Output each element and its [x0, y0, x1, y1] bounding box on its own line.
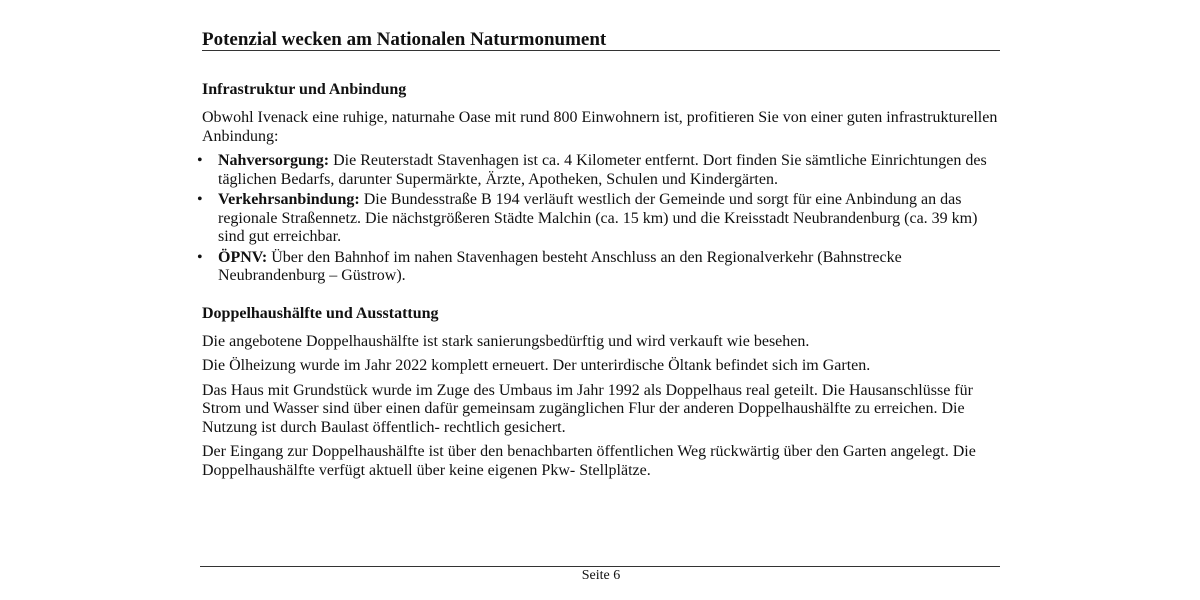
list-item-lead: ÖPNV:: [218, 248, 268, 266]
bullet-glyph: •: [197, 152, 203, 169]
section-heading-infrastructure: Infrastruktur und Anbindung: [202, 81, 407, 98]
doppelhaus-paragraph-3: Das Haus mit Grundstück wurde im Zuge des Umbaus im Jahr 1992 als Doppelhaus real geteilt. Die Hausanschlüsse für Strom und Wasser sind über einen dafür gemeinsam zugänglichen Flur der anderen Doppelhaushälfte zu erreichen. Die Nutzung ist durch Baulast öffentlich- rechtlich gesichert.: [202, 381, 973, 436]
doppelhaus-paragraph-1: Die angebotene Doppelhaushälfte ist stark sanierungsbedürftig und wird verkauft wie besehen.: [202, 332, 810, 350]
list-item-text: Über den Bahnhof im nahen Stavenhagen besteht Anschluss an den Regionalverkehr (Bahnstrecke Neubrandenburg – Güstrow).: [218, 248, 902, 284]
page-number: Seite 6: [581, 568, 621, 583]
document-body: [197, 80, 1000, 486]
doppelhaus-paragraph-2: Die Ölheizung wurde im Jahr 2022 komplett erneuert. Der unterirdische Öltank befindet sich im Garten.: [202, 357, 871, 374]
section-spacer: [202, 288, 1000, 304]
footer-divider: [200, 566, 1000, 567]
section-heading-doppelhaushaelfte: Doppelhaushälfte und Ausstattung: [202, 304, 439, 322]
list-item-lead: Verkehrsanbindung:: [218, 191, 360, 208]
bullet-glyph: •: [197, 248, 203, 266]
list-item-text: Die Reuterstadt Stavenhagen ist ca. 4 Kilometer entfernt. Dort finden Sie sämtliche Einrichtungen des täglichen Bedarfs, darunter Supermärkte, Ärzte, Apotheken, Schulen und Kindergärten.: [218, 152, 987, 188]
list-item-oepnv: [197, 248, 1000, 286]
document-page: [197, 0, 1000, 600]
infrastructure-intro: Obwohl Ivenack eine ruhige, naturnahe Oase mit rund 800 Einwohnern ist, profitieren Sie von einer guten infrastrukturellen Anbindung:: [202, 109, 998, 145]
list-item-lead: Nahversorgung:: [218, 152, 330, 169]
list-item-verkehrsanbindung: [197, 191, 1000, 247]
header-divider: [202, 50, 1000, 51]
bullet-glyph: •: [197, 191, 203, 208]
doppelhaus-paragraph-4: Der Eingang zur Doppelhaushälfte ist über den benachbarten öffentlichen Weg rückwärtig über den Garten angelegt. Die Doppelhaushälfte verfügt aktuell über keine eigenen Pkw- Stellplätze.: [202, 443, 976, 479]
list-item-nahversorgung: [197, 152, 1000, 189]
page-title: Potenzial wecken am Nationalen Naturmonument: [202, 29, 607, 50]
infrastructure-list: [197, 152, 1000, 286]
list-item-text: Die Bundesstraße B 194 verläuft westlich der Gemeinde und sorgt für eine Anbindung an das regionale Straßennetz. Die nächstgrößeren Städte Malchin (ca. 15 km) und die Kreisstadt Neubrandenburg (ca. 39 km) sind gut erreichbar.: [218, 191, 978, 245]
